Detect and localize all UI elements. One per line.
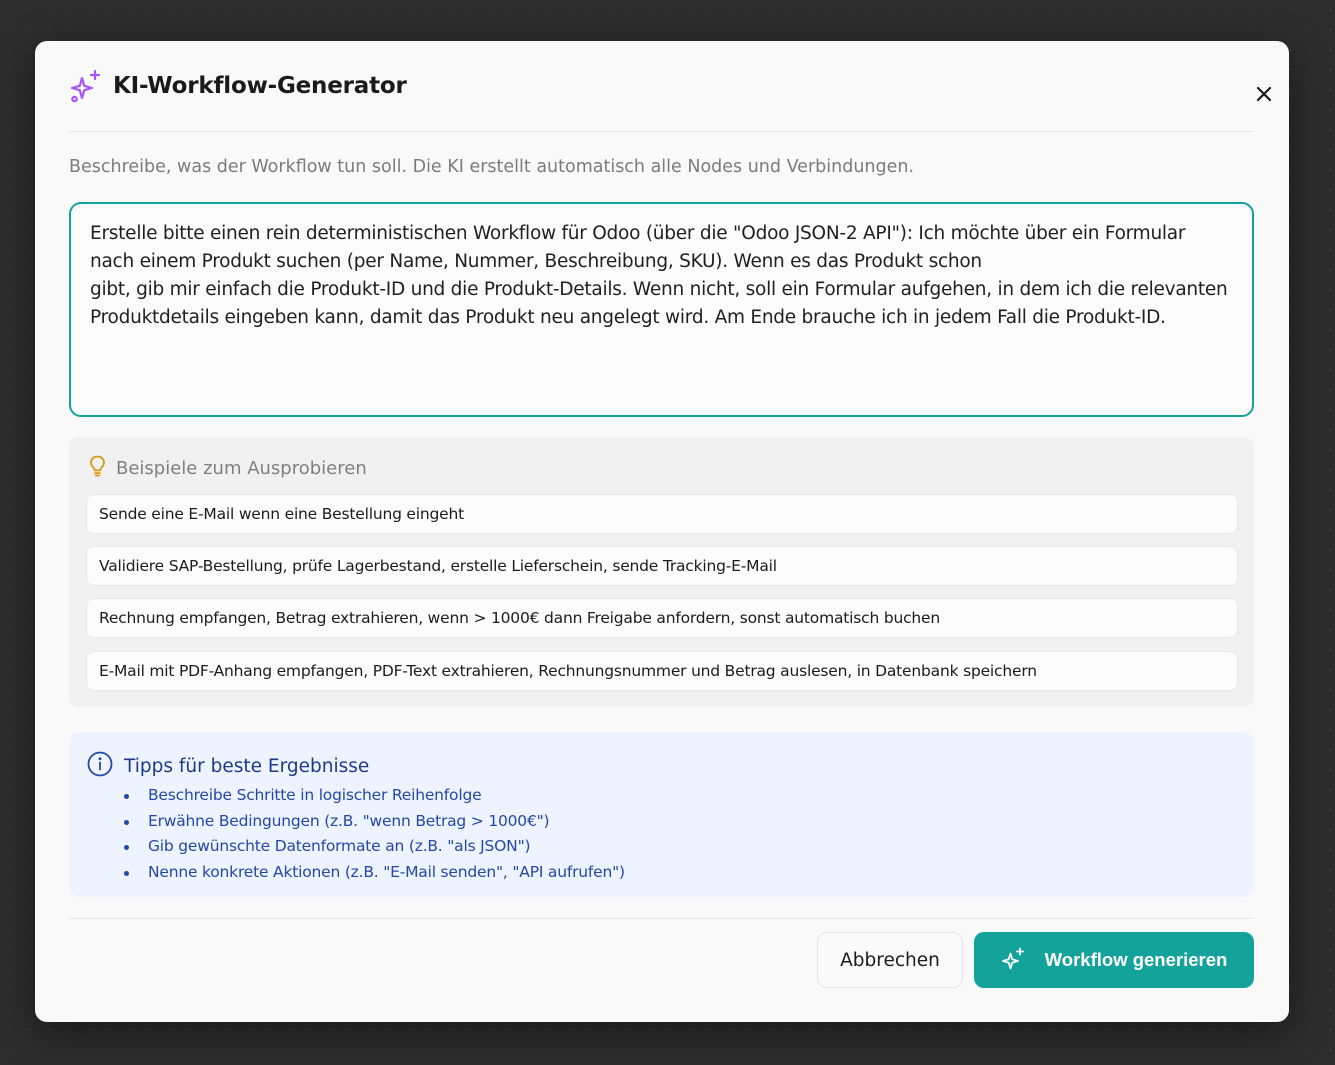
tips-list: [124, 783, 625, 885]
tips-panel: [69, 732, 1254, 897]
dialog-title: KI-Workflow-Generator: [113, 73, 407, 99]
example-item[interactable]: Sende eine E-Mail wenn eine Bestellung eingeht: [86, 494, 1238, 534]
workflow-generator-dialog: [35, 41, 1289, 1022]
tips-title: Tipps für beste Ergebnisse: [124, 755, 370, 777]
sparkles-icon: [69, 69, 103, 103]
tip-item: Erwähne Bedingungen (z.B. "wenn Betrag > 1000€"): [124, 809, 625, 835]
generate-workflow-button[interactable]: [974, 932, 1254, 988]
examples-title: Beispiele zum Ausprobieren: [116, 457, 367, 479]
tips-header: [87, 751, 369, 781]
tip-item: Beschreibe Schritte in logischer Reihenfolge: [124, 783, 625, 809]
footer-divider: [69, 918, 1254, 919]
tip-item: Nenne konkrete Aktionen (z.B. "E-Mail senden", "API aufrufen"): [124, 860, 625, 886]
example-item[interactable]: Rechnung empfangen, Betrag extrahieren, wenn > 1000€ dann Freigabe anfordern, sonst automatisch buchen: [86, 598, 1238, 638]
dialog-description: Beschreibe, was der Workflow tun soll. Die KI erstellt automatisch alle Nodes und Verbindungen.: [69, 157, 915, 177]
sparkles-icon: [1001, 947, 1025, 974]
close-icon: [1256, 86, 1272, 102]
info-icon: [87, 751, 113, 781]
dialog-header: [69, 41, 1254, 132]
generate-label: Workflow generieren: [1044, 949, 1228, 970]
workflow-prompt-textarea[interactable]: Erstelle bitte einen rein deterministischen Workflow für Odoo (über die "Odoo JSON-2 API"): Ich möchte über ein Formular nach einem Produkt suchen (per Name, Nummer, Beschreibung, SKU). Wenn es das Produkt schon gibt, gib mir einfach die Produkt-ID und die Produkt-Details. Wenn nicht, soll ein Formular aufgehen, in dem ich die relevanten Produktdetails eingeben kann, damit das Produkt neu angelegt wird. Am Ende brauche ich in jedem Fall die Produkt-ID.: [69, 202, 1254, 417]
tip-item: Gib gewünschte Datenformate an (z.B. "als JSON"): [124, 834, 625, 860]
close-button[interactable]: [1249, 79, 1279, 109]
examples-panel: [69, 437, 1254, 707]
example-item[interactable]: Validiere SAP-Bestellung, prüfe Lagerbestand, erstelle Lieferschein, sende Tracking-E-Mail: [86, 546, 1238, 586]
example-item[interactable]: E-Mail mit PDF-Anhang empfangen, PDF-Text extrahieren, Rechnungsnummer und Betrag auslesen, in Datenbank speichern: [86, 651, 1238, 691]
examples-header: [89, 455, 367, 481]
lightbulb-icon: [89, 455, 106, 481]
cancel-button[interactable]: Abbrechen: [817, 932, 963, 988]
